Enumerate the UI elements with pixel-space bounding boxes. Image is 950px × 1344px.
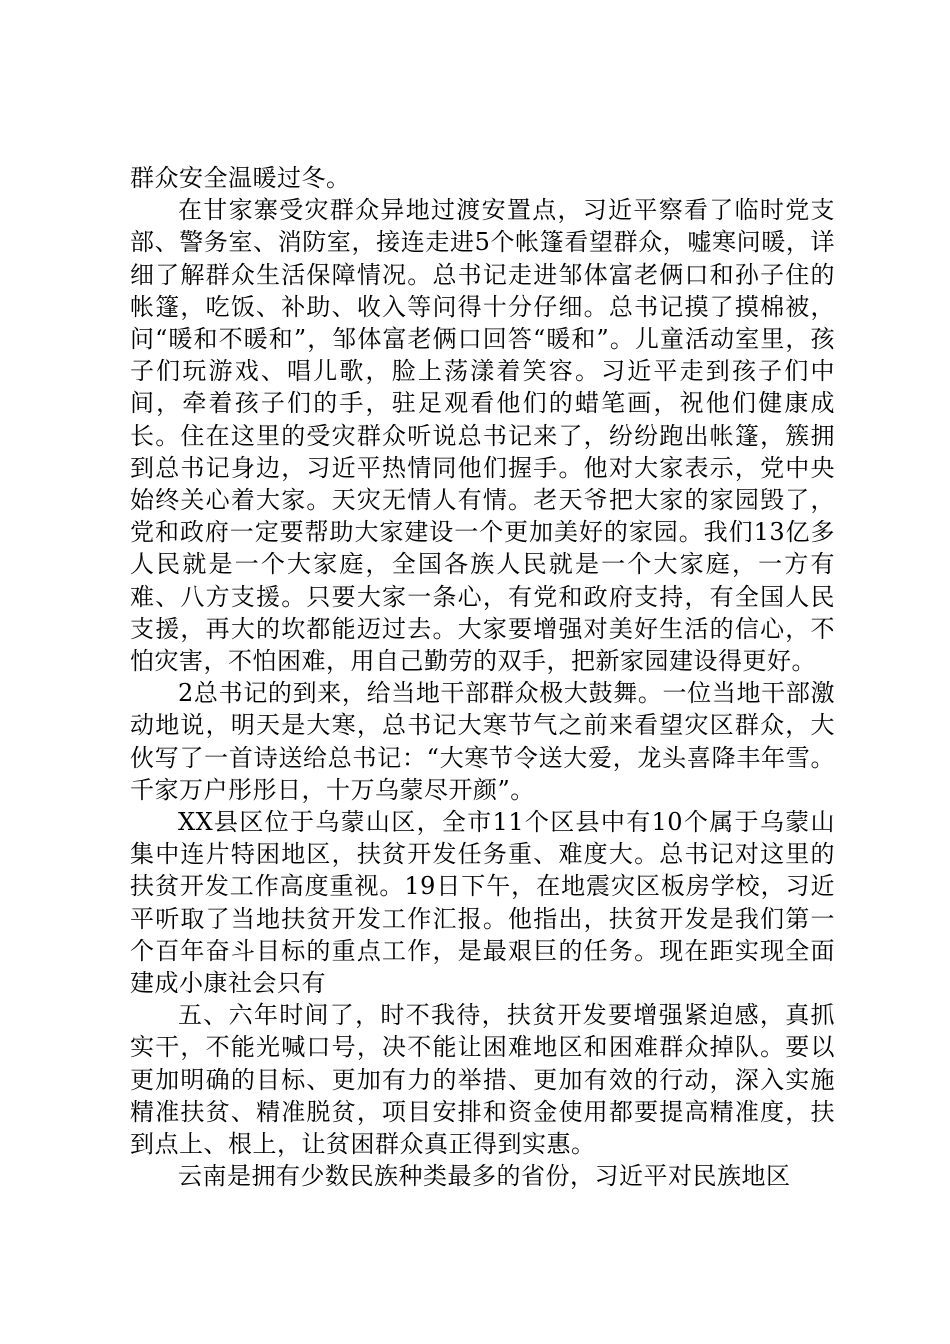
paragraph-3: 2总书记的到来，给当地干部群众极大鼓舞。一位当地干部激动地说，明天是大寒，总书记大寒节气之前来看望灾区群众，大伙写了一首诗送给总书记：“大寒节令送大爱，龙头喜降丰年雪。千家万户彤彤日，十万乌蒙尽开颜”。 [130,679,835,804]
paragraph-2: 在甘家寨受灾群众异地过渡安置点，习近平察看了临时党支部、警务室、消防室，接连走进5个帐篷看望群众，嘘寒问暖，详细了解群众生活保障情况。总书记走进邹体富老俩口和孙子住的帐篷，吃饭、补助、收入等问得十分仔细。总书记摸了摸棉被，问“暖和不暖和”，邹体富老俩口回答“暖和”。儿童活动室里，孩子们玩游戏、唱儿歌，脸上荡漾着笑容。习近平走到孩子们中间，牵着孩子们的手，驻足观看他们的蜡笔画，祝他们健康成长。住在这里的受灾群众听说总书记来了，纷纷跑出帐篷，簇拥到总书记身边，习近平热情同他们握手。他对大家表示，党中央始终关心着大家。天灾无情人有情。老天爷把大家的家园毁了，党和政府一定要帮助大家建设一个更加美好的家园。我们13亿多人民就是一个大家庭，全国各族人民就是一个大家庭，一方有难、八方支援。只要大家一条心，有党和政府支持，有全国人民支援，再大的坎都能迈过去。大家要增强对美好生活的信心，不怕灾害，不怕困难，用自己勤劳的双手，把新家园建设得更好。 [130,196,835,676]
document-body [130,162,835,1193]
paragraph-6: 云南是拥有少数民族种类最多的省份，习近平对民族地区 [178,1162,791,1191]
paragraph-4: XX县区位于乌蒙山区，全市11个区县中有10个属于乌蒙山集中连片特困地区，扶贫开发任务重、难度大。总书记对这里的扶贫开发工作高度重视。19日下午，在地震灾区板房学校，习近平听取了当地扶贫开发工作汇报。他指出，扶贫开发是我们第一个百年奋斗目标的重点工作，是最艰巨的任务。现在距实现全面建成小康社会只有 [130,808,835,998]
paragraph-1: 群众安全温暖过冬。 [130,164,351,192]
paragraph-5: 五、六年时间了，时不我待，扶贫开发要增强紧迫感，真抓实干，不能光喊口号，决不能让困难地区和困难群众掉队。要以更加明确的目标、更加有力的举措、更加有效的行动，深入实施精准扶贫、精准脱贫，项目安排和资金使用都要提高精准度，扶到点上、根上，让贫困群众真正得到实惠。 [130,1001,835,1159]
